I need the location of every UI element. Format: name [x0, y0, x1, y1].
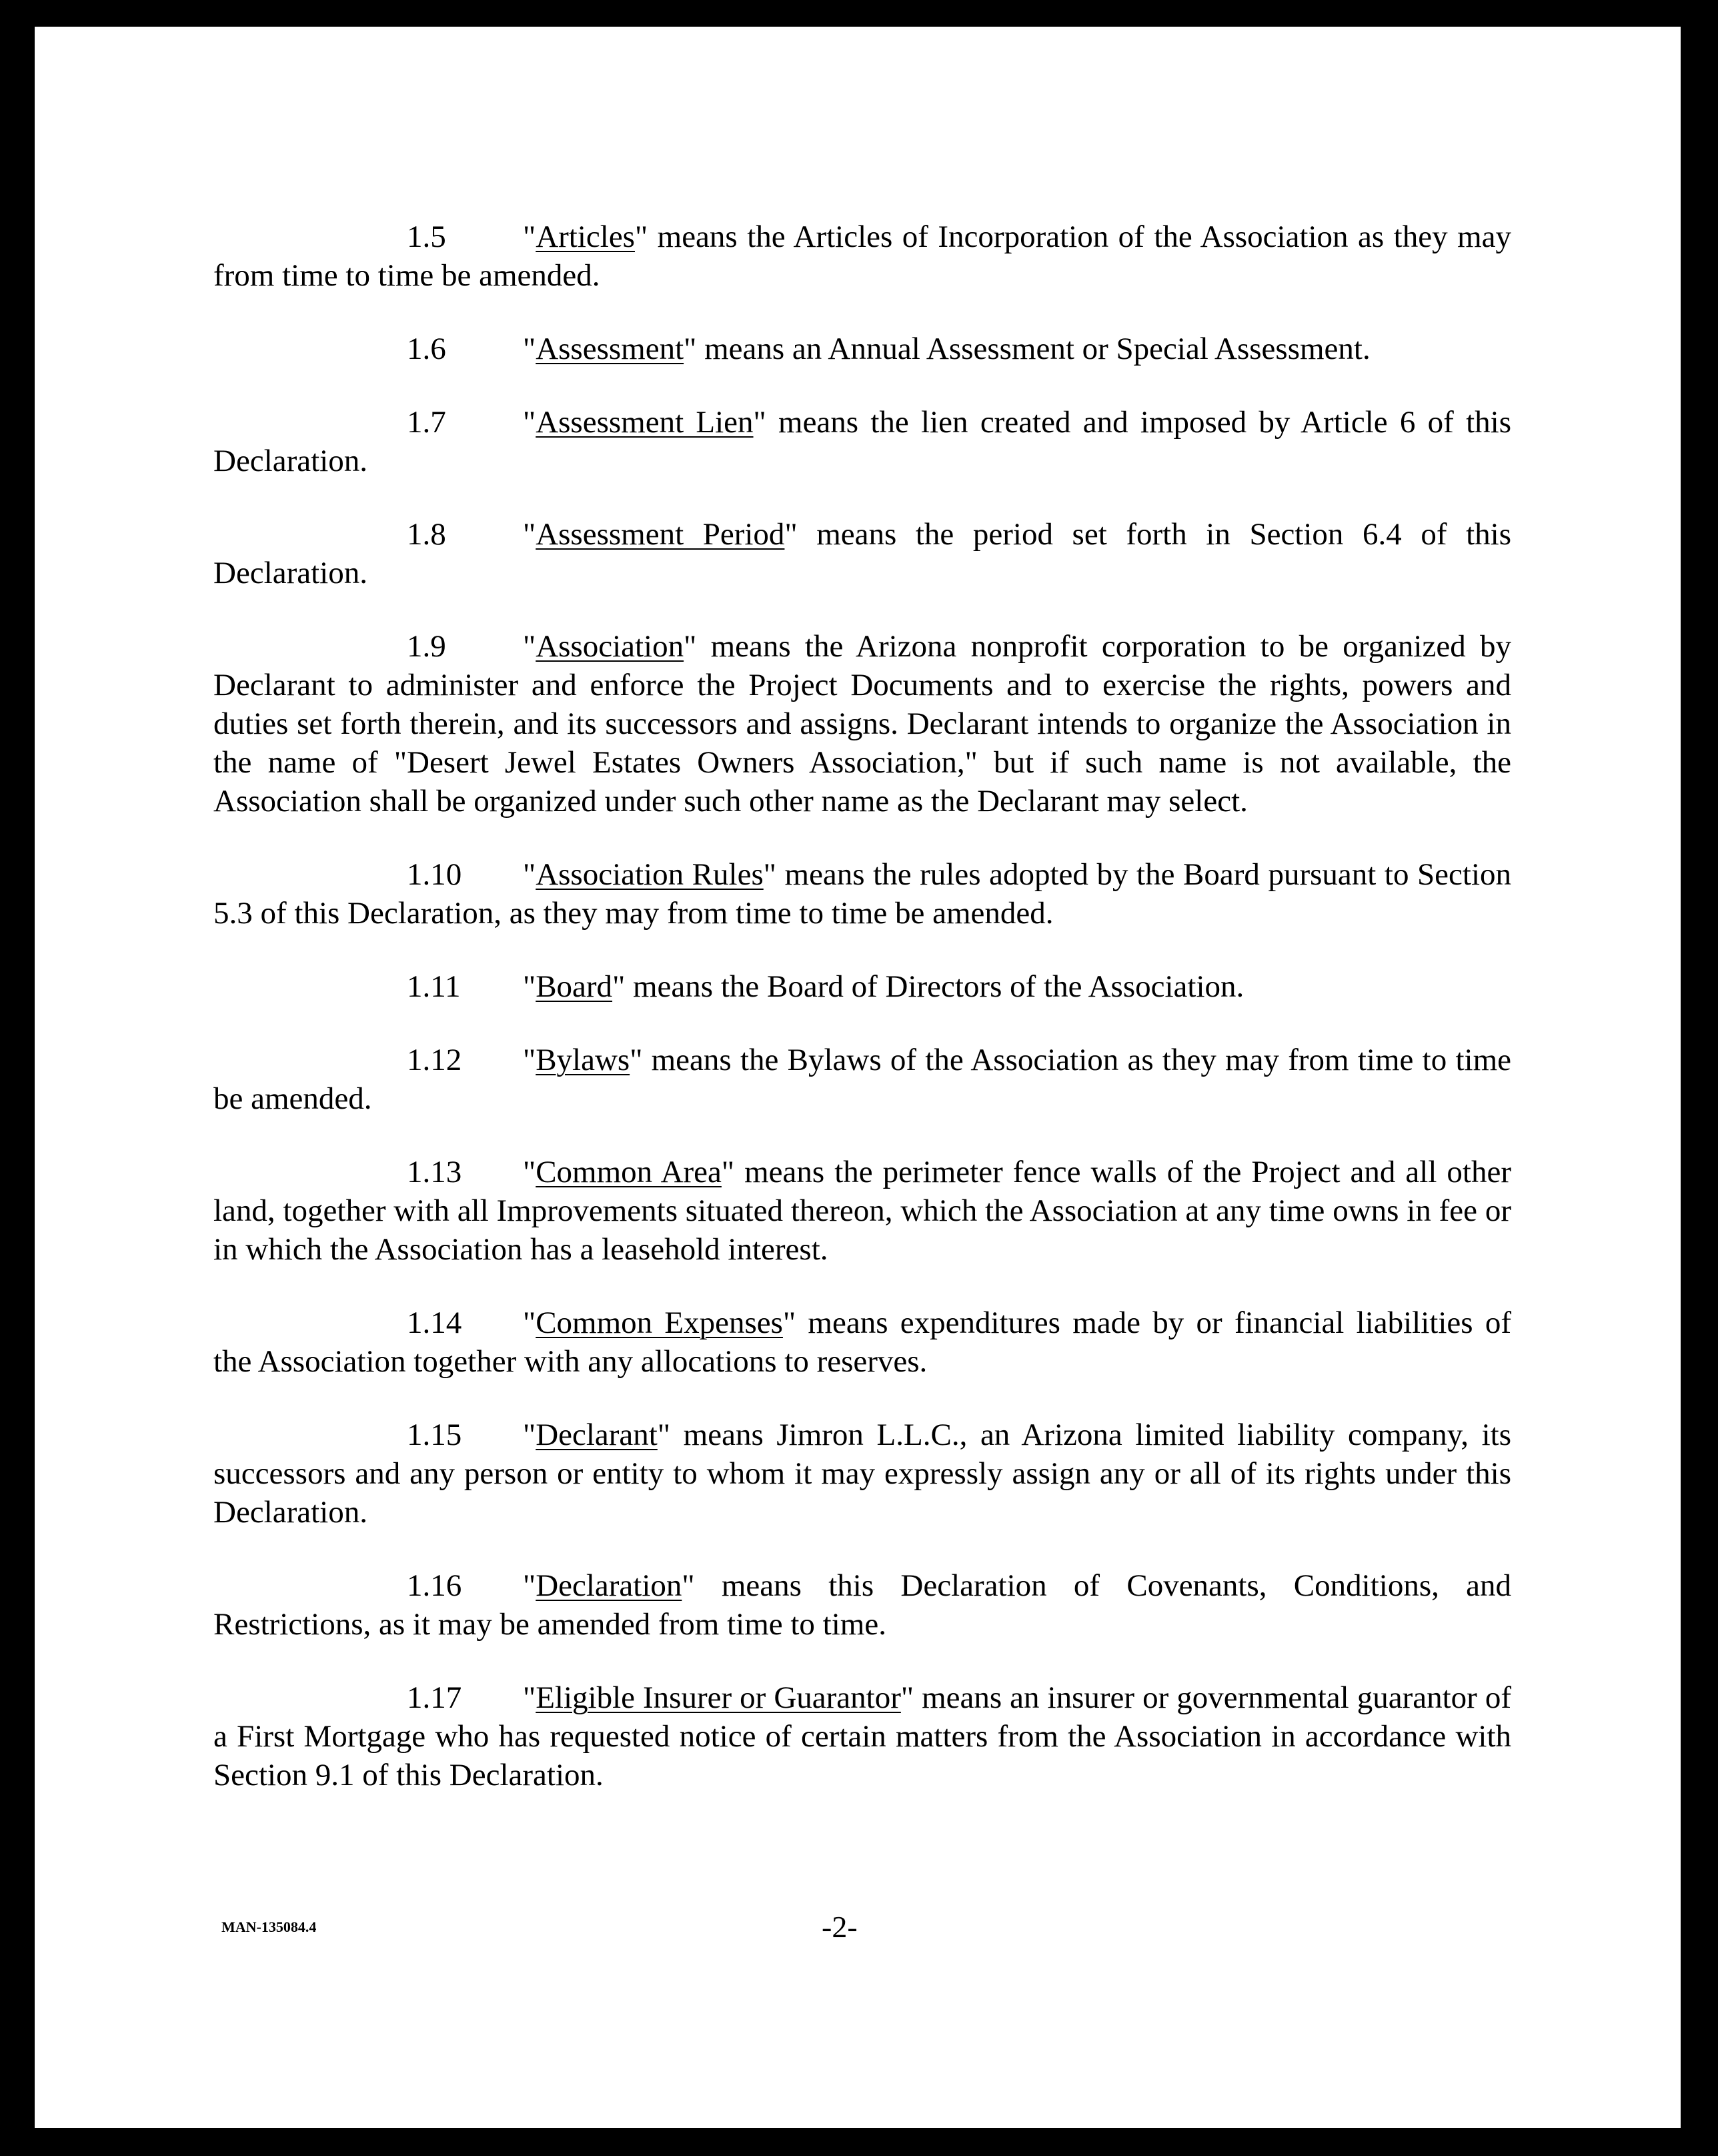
section-number: 1.15	[407, 1418, 462, 1452]
section-number: 1.6	[407, 332, 446, 366]
section-number: 1.12	[407, 1043, 462, 1077]
section-number: 1.9	[407, 629, 446, 664]
definition-1-11: 1.11 "Board" means the Board of Directors of the Association.	[213, 967, 1511, 1006]
defined-term: Board	[536, 969, 613, 1004]
definition-text: means this Declaration of Covenants, Conditions, and Restrictions, as it may be amended from time to time.	[213, 1568, 1511, 1642]
definition-text: means an insurer or governmental guarantor of a First Mortgage who has requested notice of certain matters from the Association in accordance with Section 9.1 of this Declaration.	[213, 1680, 1511, 1792]
defined-term: Assessment	[536, 332, 684, 366]
definition-text: means expenditures made by or financial liabilities of the Association together with any allocations to reserves.	[213, 1305, 1511, 1379]
section-number: 1.13	[407, 1155, 462, 1189]
section-number: 1.11	[407, 969, 461, 1004]
section-number: 1.7	[407, 405, 446, 440]
defined-term: Bylaws	[536, 1043, 630, 1077]
section-number: 1.14	[407, 1305, 462, 1340]
page-number: -2-	[822, 1910, 858, 1944]
definitions-list	[213, 217, 1511, 1829]
defined-term: Declarant	[536, 1418, 658, 1452]
definition-text: means Jimron L.L.C., an Arizona limited liability company, its successors and any person or entity to whom it may expressly assign any or all of its rights under this Declaration.	[213, 1418, 1511, 1530]
defined-term: Common Expenses	[536, 1305, 783, 1340]
definition-text: means the Articles of Incorporation of the Association as they may from time to time be amended.	[213, 219, 1511, 293]
definition-1-16: 1.16 "Declaration" means this Declaration of Covenants, Conditions, and Restrictions, as it may be amended from time to time.	[213, 1566, 1511, 1644]
defined-term: Declaration	[536, 1568, 682, 1603]
definition-1-9: 1.9 "Association" means the Arizona nonprofit corporation to be organized by Declarant to administer and enforce the Project Documents and to exercise the rights, powers and duties set forth therein, and its successors and assigns. Declarant intends to organize the Association in the name of "Desert Jewel Estates Owners Association," but if such name is not available, the Association shall be organized under such other name as the Declarant may select.	[213, 627, 1511, 821]
section-number: 1.5	[407, 219, 446, 254]
definition-1-17: 1.17 "Eligible Insurer or Guarantor" means an insurer or governmental guarantor of a First Mortgage who has requested notice of certain matters from the Association in accordance with Section 9.1 of this Declaration.	[213, 1678, 1511, 1794]
defined-term: Assessment Lien	[536, 405, 754, 440]
definition-1-5: 1.5 "Articles" means the Articles of Incorporation of the Association as they may from time to time be amended.	[213, 217, 1511, 295]
section-number: 1.16	[407, 1568, 462, 1603]
definition-text: means an Annual Assessment or Special Assessment.	[696, 332, 1371, 366]
document-code: MAN-135084.4	[221, 1919, 317, 1935]
definition-text: means the Board of Directors of the Association.	[625, 969, 1244, 1004]
definition-text: means the Bylaws of the Association as they may from time to time be amended.	[213, 1043, 1511, 1116]
definition-1-14: 1.14 "Common Expenses" means expenditures made by or financial liabilities of the Association together with any allocations to reserves.	[213, 1303, 1511, 1381]
definition-text: means the perimeter fence walls of the Project and all other land, together with all Improvements situated thereon, which the Association at any time owns in fee or in which the Association has a leasehold interest.	[213, 1155, 1511, 1267]
definition-text: means the lien created and imposed by Article 6 of this Declaration.	[213, 405, 1512, 478]
defined-term: Articles	[536, 219, 635, 254]
definition-1-8: 1.8 "Assessment Period" means the period set forth in Section 6.4 of this Declaration.	[213, 515, 1511, 592]
definition-text: means the rules adopted by the Board pursuant to Section 5.3 of this Declaration, as they may from time to time be amended.	[213, 857, 1511, 931]
defined-term: Association Rules	[536, 857, 764, 892]
definition-1-10: 1.10 "Association Rules" means the rules adopted by the Board pursuant to Section 5.3 of this Declaration, as they may from time to time be amended.	[213, 855, 1511, 933]
definition-text: means the Arizona nonprofit corporation to be organized by Declarant to administer and enforce the Project Documents and to exercise the rights, powers and duties set forth therein, and its successors and assigns. Declarant intends to organize the Association in the name of "Desert Jewel Estates Owners Association," but if such name is not available, the Association shall be organized under such other name as the Declarant may select.	[213, 629, 1511, 819]
section-number: 1.10	[407, 857, 462, 892]
document-page	[35, 27, 1681, 2128]
section-number: 1.8	[407, 517, 446, 552]
defined-term: Assessment Period	[536, 517, 785, 552]
definition-1-15: 1.15 "Declarant" means Jimron L.L.C., an Arizona limited liability company, its successors and any person or entity to whom it may expressly assign any or all of its rights under this Declaration.	[213, 1416, 1511, 1532]
definition-1-12: 1.12 "Bylaws" means the Bylaws of the Association as they may from time to time be amended.	[213, 1041, 1511, 1118]
definition-1-6: 1.6 "Assessment" means an Annual Assessment or Special Assessment.	[213, 330, 1511, 368]
defined-term: Association	[536, 629, 684, 664]
definition-1-7: 1.7 "Assessment Lien" means the lien created and imposed by Article 6 of this Declaration.	[213, 403, 1511, 480]
section-number: 1.17	[407, 1680, 462, 1715]
defined-term: Eligible Insurer or Guarantor	[536, 1680, 901, 1715]
definition-text: means the period set forth in Section 6.4 of this Declaration.	[213, 517, 1511, 590]
defined-term: Common Area	[536, 1155, 722, 1189]
definition-1-13: 1.13 "Common Area" means the perimeter fence walls of the Project and all other land, together with all Improvements situated thereon, which the Association at any time owns in fee or in which the Association has a leasehold interest.	[213, 1153, 1511, 1269]
